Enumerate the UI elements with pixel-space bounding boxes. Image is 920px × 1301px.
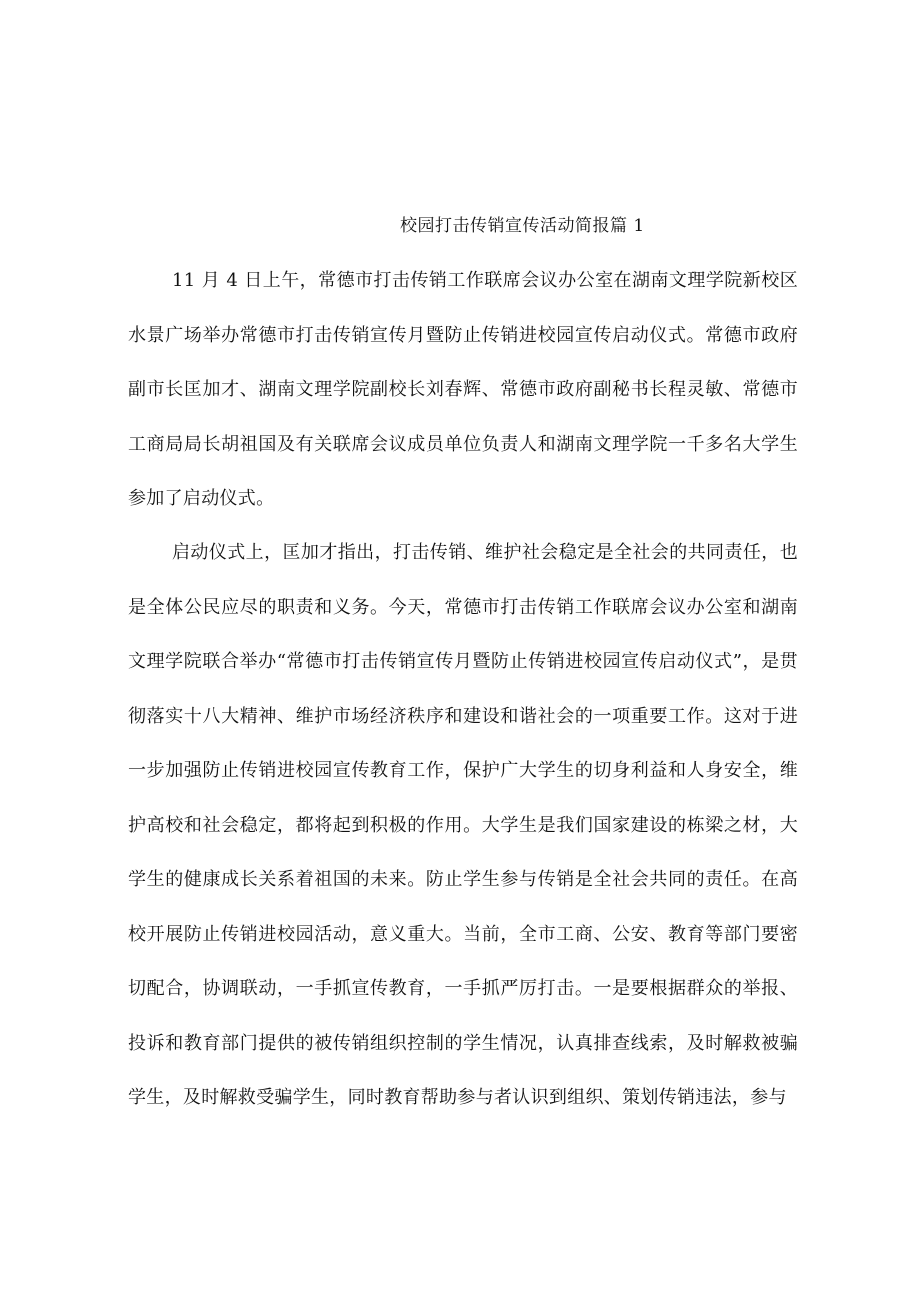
paragraph-2: 启动仪式上，匡加才指出，打击传销、维护社会稳定是全社会的共同责任，也是全体公民应尽的职责和义务。今天，常德市打击传销工作联席会议办公室和湖南文理学院联合举办“常德市打击传销宣传月暨防止传销进校园宣传启动仪式”，是贯彻落实十八大精神、维护市场经济秩序和建设和谐社会的一项重要工作。这对于进一步加强防止传销进校园宣传教育工作，保护广大学生的切身利益和人身安全，维护高校和社会稳定，都将起到积极的作用。大学生是我们国家建设的栋梁之材，大学生的健康成长关系着祖国的未来。防止学生参与传销是全社会共同的责任。在高校开展防止传销进校园活动，意义重大。当前，全市工商、公安、教育等部门要密切配合，协调联动，一手抓宣传教育，一手抓严厉打击。一是要根据群众的举报、投诉和教育部门提供的被传销组织控制的学生情况，认真排查线索，及时解救被骗学生，及时解救受骗学生，同时教育帮助参与者认识到组织、策划传销违法，参与 <box>128 542 798 1108</box>
paragraph-1: 11 月 4 日上午，常德市打击传销工作联席会议办公室在湖南文理学院新校区水景广场举办常德市打击传销宣传月暨防止传销进校园宣传启动仪式。常德市政府副市长匡加才、湖南文理学院副校长刘春辉、常德市政府副秘书长程灵敏、常德市工商局局长胡祖国及有关联席会议成员单位负责人和湖南文理学院一千多名大学生参加了启动仪式。 <box>128 270 798 509</box>
document-title: 校园打击传销宣传活动简报篇 1 <box>400 216 645 236</box>
